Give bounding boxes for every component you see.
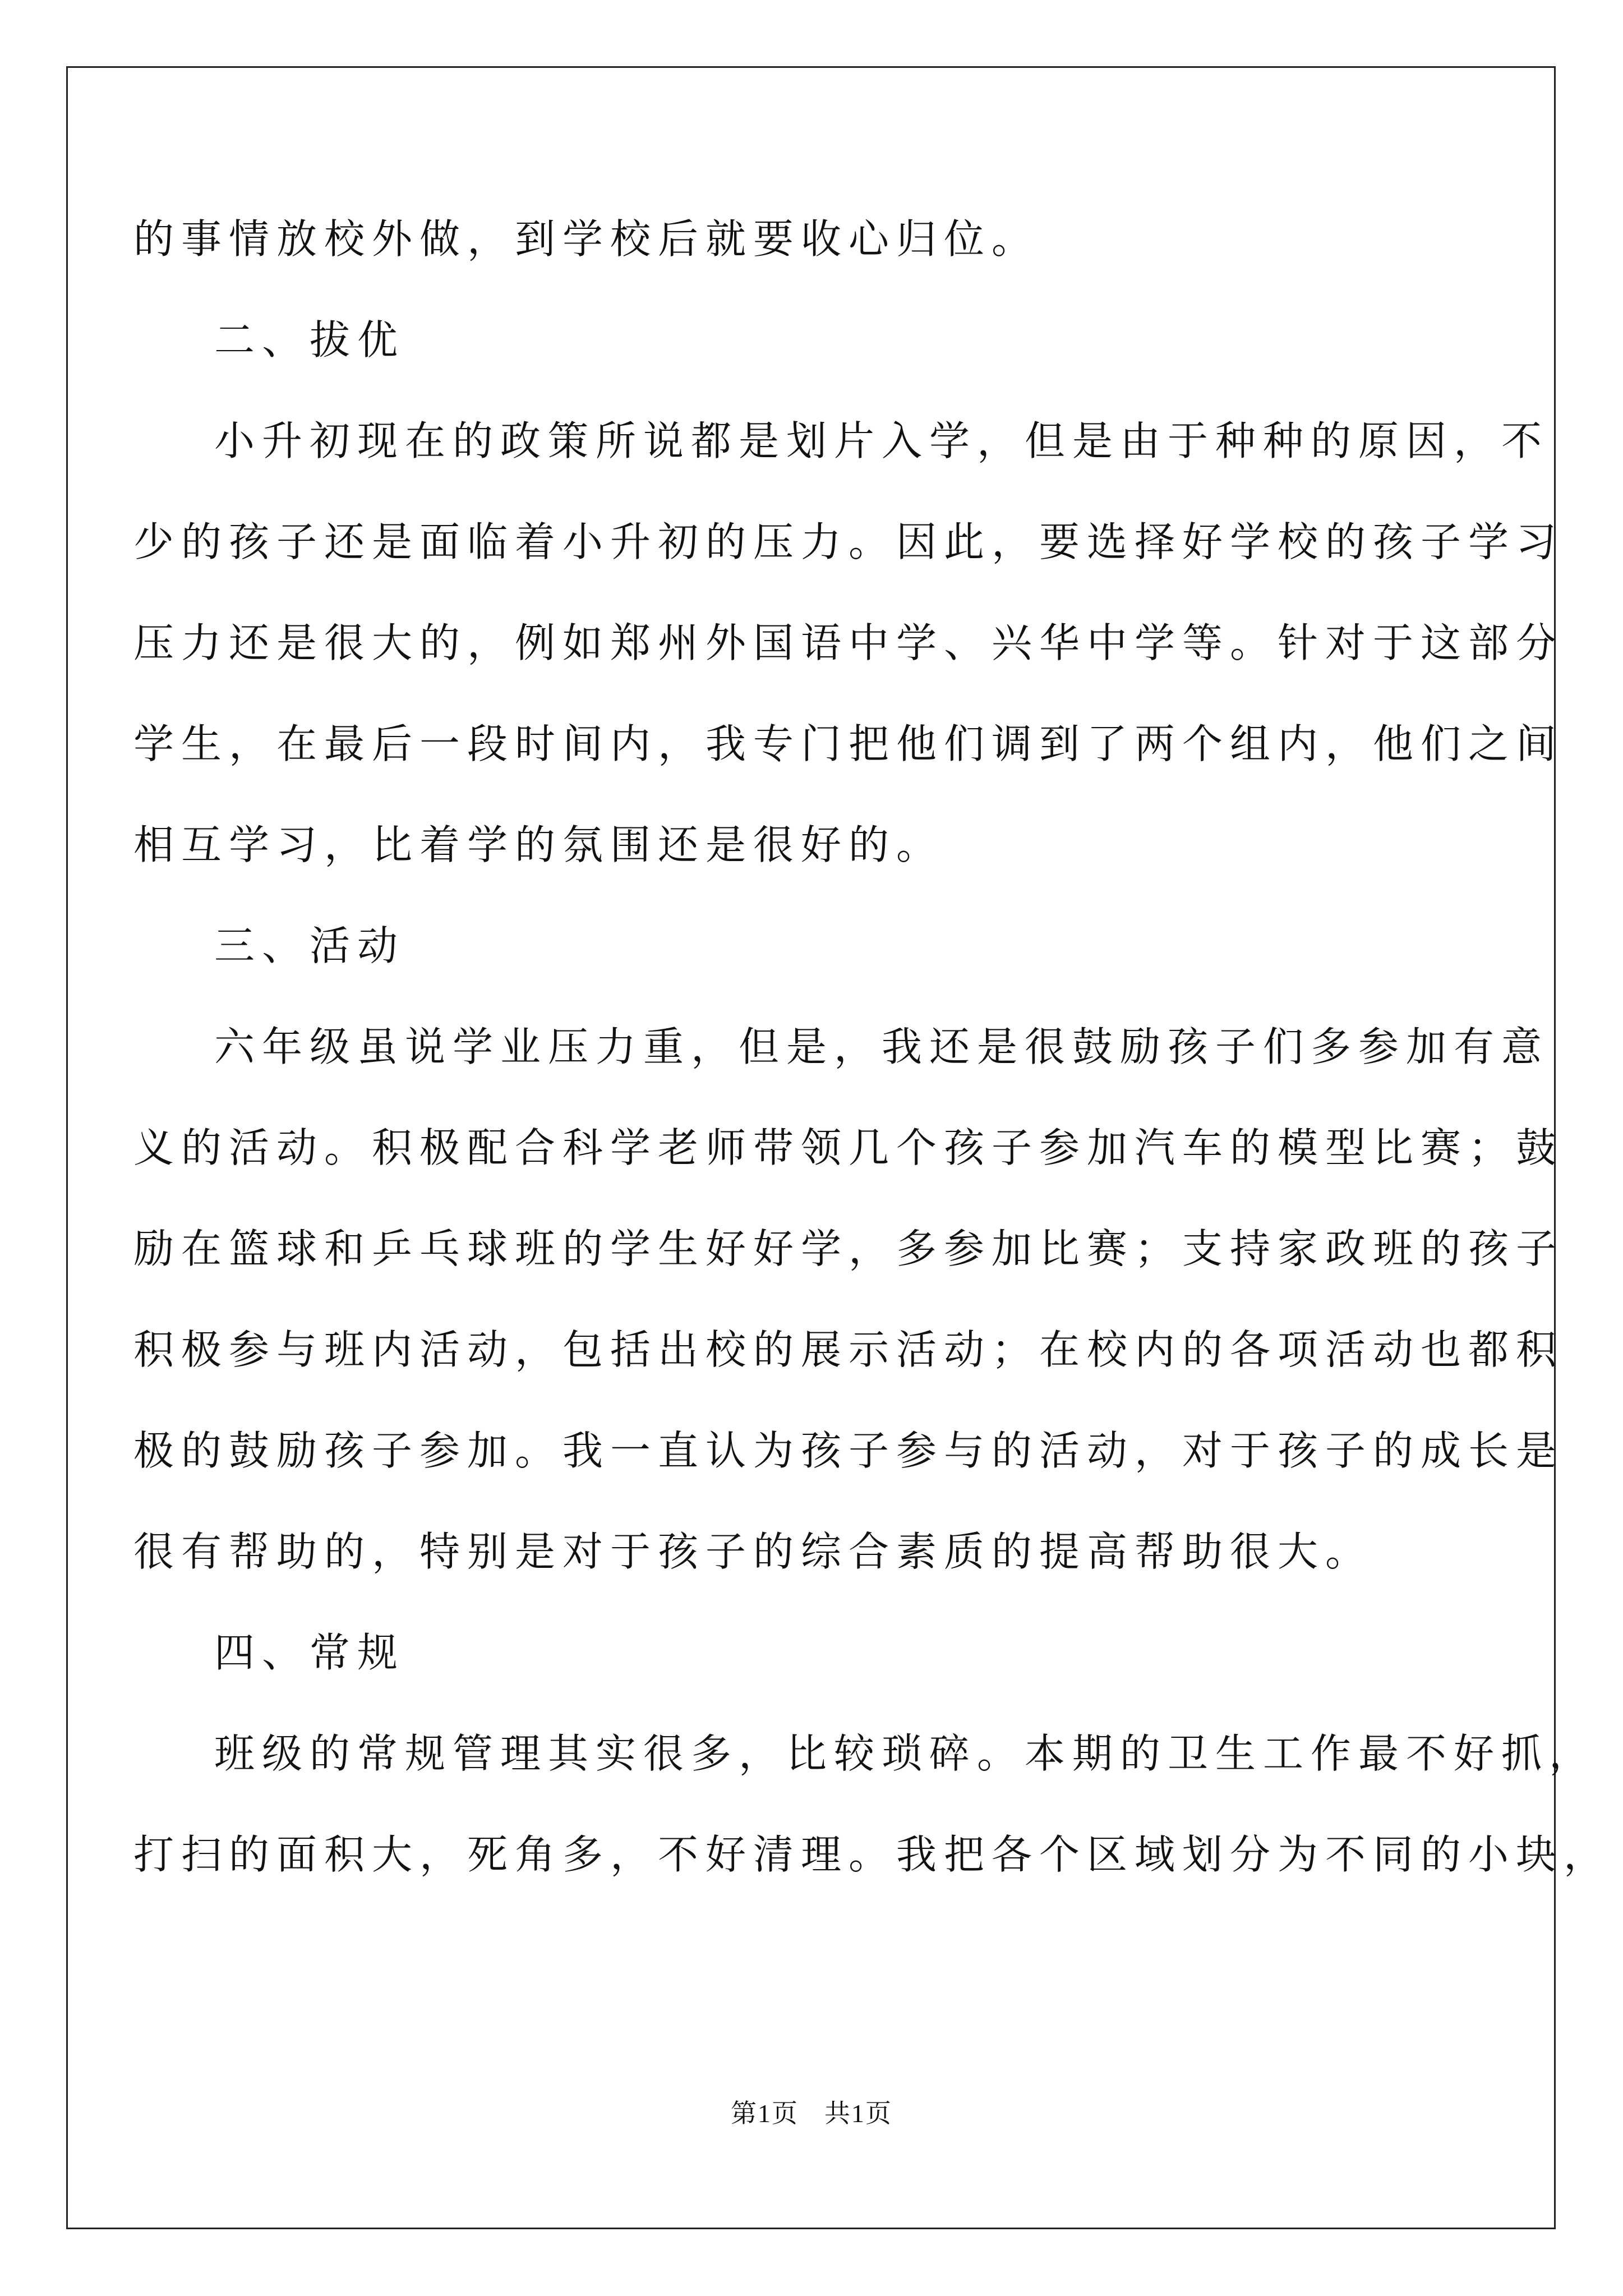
paragraph-line: 相互学习，比着学的氛围还是很好的。: [133, 821, 944, 868]
page-number: 第1页: [731, 2099, 799, 2128]
paragraph-line: 很有帮助的，特别是对于孩子的综合素质的提高帮助很大。: [133, 1528, 1373, 1575]
paragraph-line: 打扫的面积大，死角多，不好清理。我把各个区域划分为不同的小块，: [133, 1831, 1612, 1878]
page-total: 共1页: [824, 2099, 892, 2128]
paragraph-line: 极的鼓励孩子参加。我一直认为孩子参与的活动，对于孩子的成长是: [133, 1427, 1564, 1474]
section-heading-2: 二、拔优: [214, 316, 405, 364]
page-footer: [0, 2097, 1623, 2131]
paragraph-line: 少的孩子还是面临着小升初的压力。因此，要选择好学校的孩子学习: [133, 518, 1564, 565]
paragraph-line: 压力还是很大的，例如郑州外国语中学、兴华中学等。针对于这部分: [133, 619, 1564, 666]
paragraph-line: 积极参与班内活动，包括出校的展示活动；在校内的各项活动也都积: [133, 1326, 1564, 1373]
paragraph-continuation: 的事情放校外做，到学校后就要收心归位。: [133, 215, 1040, 263]
paragraph-line: 义的活动。积极配合科学老师带领几个孩子参加汽车的模型比赛；鼓: [133, 1124, 1564, 1171]
paragraph-line: 六年级虽说学业压力重，但是，我还是很鼓励孩子们多参加有意: [214, 1023, 1550, 1070]
section-heading-4: 四、常规: [214, 1629, 405, 1676]
section-heading-3: 三、活动: [214, 922, 405, 969]
paragraph-line: 班级的常规管理其实很多，比较琐碎。本期的卫生工作最不好抓，: [214, 1730, 1597, 1777]
paragraph-line: 小升初现在的政策所说都是划片入学，但是由于种种的原因，不: [214, 417, 1550, 464]
paragraph-line: 学生，在最后一段时间内，我专门把他们调到了两个组内，他们之间: [133, 720, 1564, 767]
paragraph-line: 励在篮球和乒乓球班的学生好好学，多参加比赛；支持家政班的孩子: [133, 1225, 1564, 1272]
